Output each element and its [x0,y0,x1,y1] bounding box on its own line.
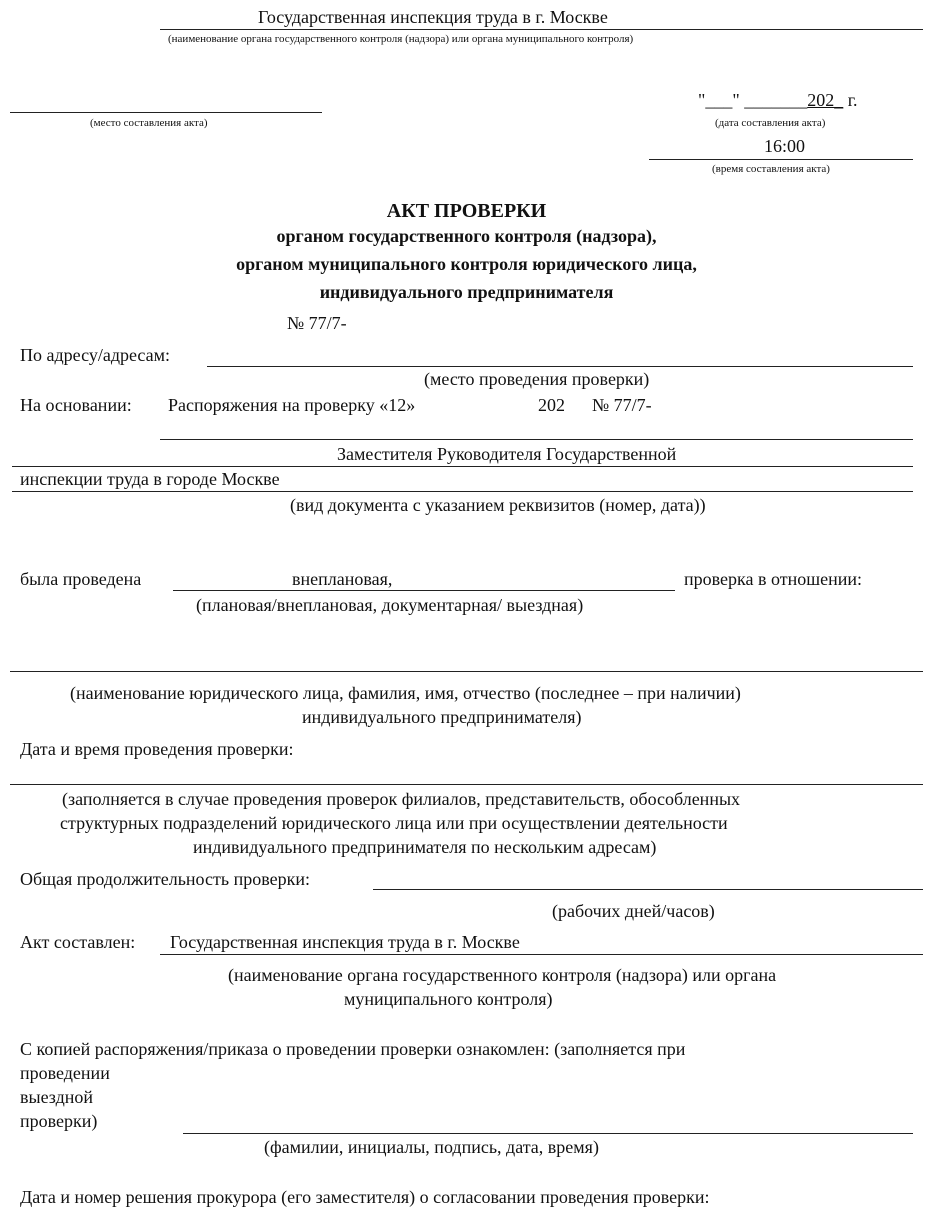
copy-caption: (фамилии, инициалы, подпись, дата, время) [264,1137,599,1157]
address-caption: (место проведения проверки) [424,369,650,389]
prosecutor-label: Дата и номер решения прокурора (его заместителя) о согласовании проведения проверки: [20,1187,710,1207]
duration-caption: (рабочих дней/часов) [552,901,715,921]
act-title: АКТ ПРОВЕРКИ [386,200,547,222]
date-suffix: г. [847,90,858,110]
basis-line-2: Заместителя Руководителя Государственной [337,444,677,464]
basis-line-1 [160,439,913,440]
basis-line-3-rule [12,491,913,492]
entity-caption-2: индивидуального предпринимателя) [302,707,582,727]
organ-caption: (наименование органа государственного контроля (надзора) или органа муниципального контроля) [168,33,634,45]
basis-year: 202 [538,395,565,415]
datetime-caption-3: индивидуального предпринимателя по нескольким адресам) [193,837,657,857]
basis-line-3: инспекции труда в городе Москве [20,469,280,489]
copy-line-1: С копией распоряжения/приказа о проведении проверки ознакомлен: (заполняется при [20,1039,686,1059]
organ-line [160,29,923,30]
organ-name: Государственная инспекция труда в г. Москве [258,7,608,27]
inspection-suffix: проверка в отношении: [684,569,862,589]
copy-signature-line [183,1133,913,1134]
date-field [698,90,858,111]
copy-line-2: проведении [20,1063,110,1083]
date-year: 202_ [807,90,844,110]
basis-number: № 77/7- [592,395,652,415]
basis-text: Распоряжения на проверку «12» [168,395,416,415]
copy-line-4: проверки) [20,1111,98,1131]
datetime-label: Дата и время проведения проверки: [20,739,294,759]
compiled-caption-1: (наименование органа государственного контроля (надзора) или органа [228,965,777,985]
compiled-line [160,954,923,955]
datetime-line [10,784,923,785]
inspection-caption: (плановая/внеплановая, документарная/ выездная) [196,595,584,615]
place-line [10,112,322,113]
date-caption: (дата составления акта) [715,117,826,129]
inspection-line [173,590,675,591]
inspection-value: внеплановая, [292,569,393,589]
place-caption: (место составления акта) [90,117,208,129]
duration-line [373,889,923,890]
duration-label: Общая продолжительность проверки: [20,869,310,889]
date-month: _______ [744,90,808,110]
entity-line [10,671,923,672]
title-line-2: органом государственного контроля (надзора), [276,226,657,246]
basis-caption: (вид документа с указанием реквизитов (номер, дата)) [290,495,706,515]
datetime-caption-2: структурных подразделений юридического лица или при осуществлении деятельности [60,813,728,833]
title-line-4: индивидуального предпринимателя [319,282,614,302]
compiled-value: Государственная инспекция труда в г. Москве [170,932,520,952]
time-caption: (время составления акта) [712,163,830,175]
copy-line-3: выездной [20,1087,94,1107]
time-line [649,159,913,160]
address-line [207,366,913,367]
compiled-caption-2: муниципального контроля) [344,989,553,1009]
basis-label: На основании: [20,395,132,415]
act-number: № 77/7- [287,313,347,333]
compiled-label: Акт составлен: [20,932,136,952]
datetime-caption-1: (заполняется в случае проведения проверок филиалов, представительств, обособленных [62,789,741,809]
entity-caption-1: (наименование юридического лица, фамилия, имя, отчество (последнее – при наличии) [70,683,741,703]
title-line-3: органом муниципального контроля юридического лица, [236,254,697,274]
address-label: По адресу/адресам: [20,345,171,365]
basis-line-2-rule [12,466,913,467]
date-day: "___" [698,90,740,110]
inspection-label: была проведена [20,569,142,589]
time-value: 16:00 [764,136,806,156]
